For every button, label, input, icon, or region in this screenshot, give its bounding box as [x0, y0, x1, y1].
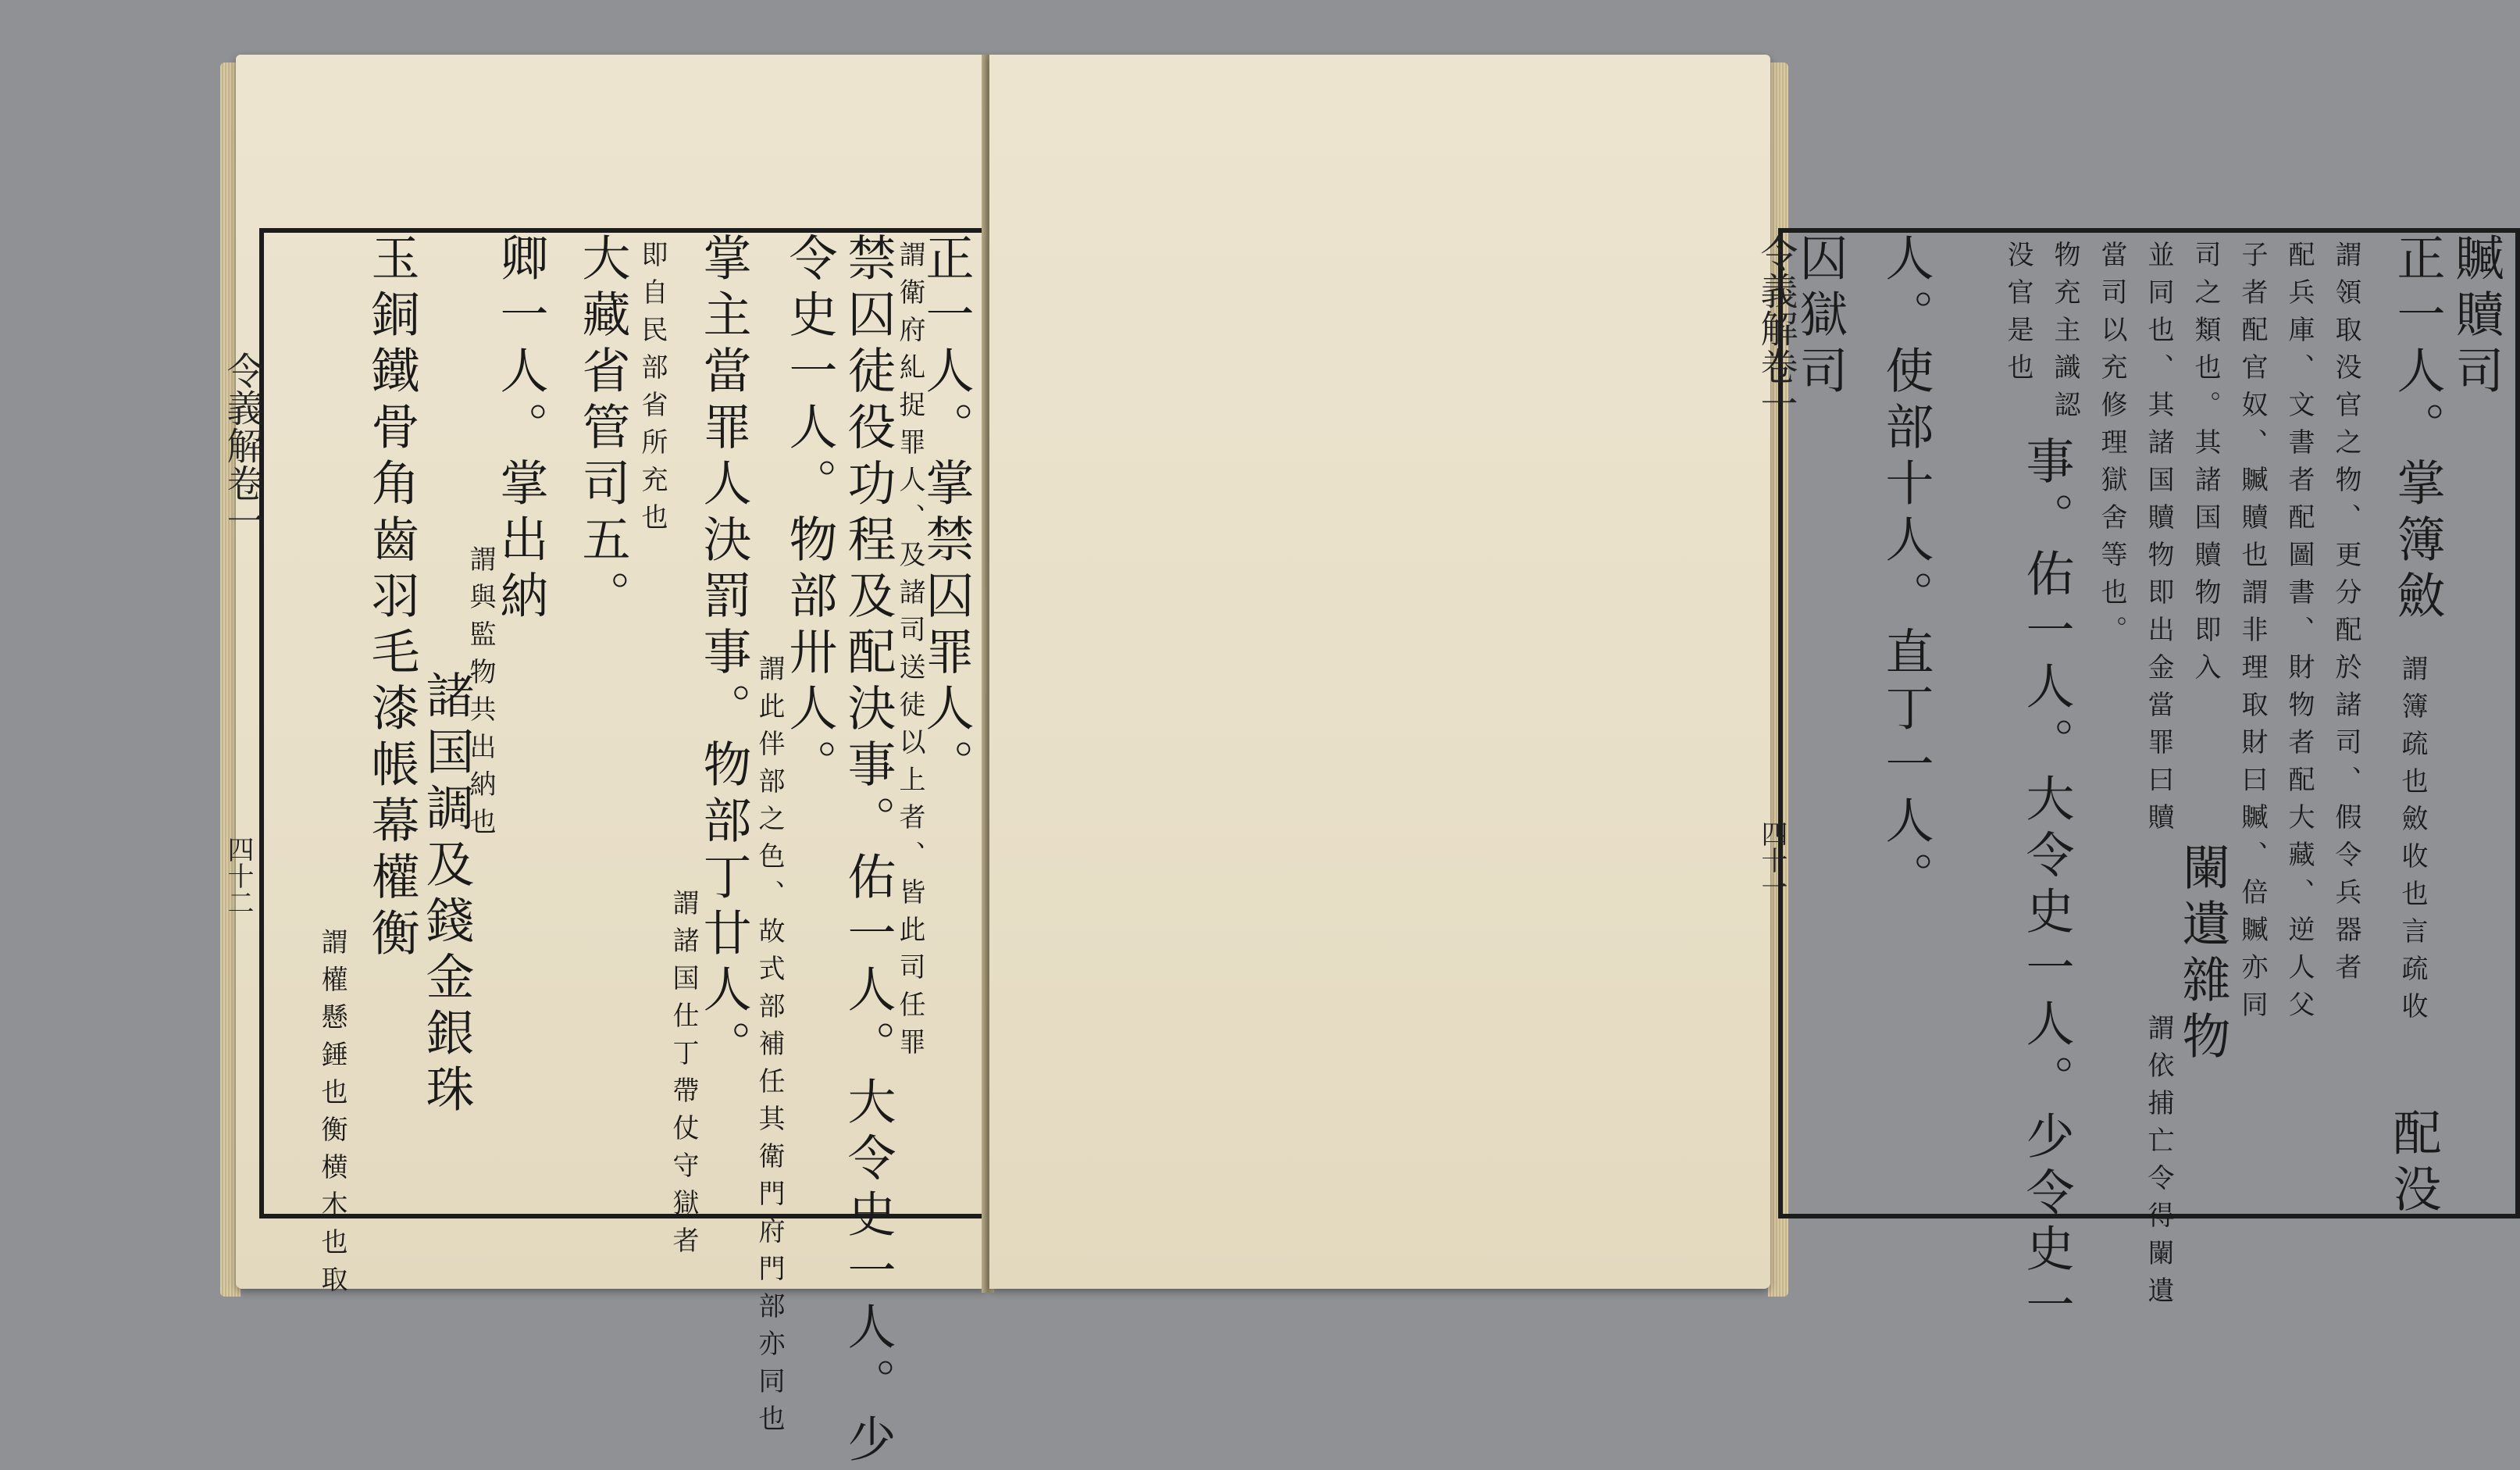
annotation-column: 謂與監物共出納也	[465, 545, 496, 845]
right-margin-page-number: 四十一	[1756, 820, 1788, 900]
text-column: 玉銅鐵骨角齒羽毛漆帳幕權衡	[363, 233, 420, 964]
annotation-column: 司之類也。其諸国贖物即入	[2190, 241, 2221, 690]
left-page-frame	[259, 228, 990, 1470]
annotation-column: 謂領取没官之物、更分配於諸司、假令兵器者	[2330, 241, 2361, 990]
annotation-column: 謂權懸錘也衡横木也取	[316, 928, 348, 1303]
text-column: 配没	[2385, 1108, 2442, 1220]
right-margin-title: 令義解卷一	[1754, 234, 1798, 422]
text-column: 禁囚徒役功程及配決事。佑一人。大令史一人。少	[839, 233, 896, 1470]
annotation-column: 當司以充修理獄舍等也。	[2096, 241, 2127, 653]
annotation-column: 物充主識認	[2049, 241, 2080, 428]
annotation-column: 謂此伴部之色、故式部補任其衛門府門部亦同也	[754, 655, 785, 1442]
open-book	[220, 55, 2504, 1470]
left-margin-title: 令義解卷一	[220, 351, 264, 539]
right-page-frame	[1778, 228, 2520, 1336]
text-column: 正一人。掌簿斂	[2389, 233, 2446, 626]
text-column: 令史一人。物部卅人。	[781, 233, 838, 795]
annotation-column: 謂諸国仕丁帶仗守獄者	[668, 889, 699, 1264]
annotation-column: 子者配官奴、贓贖也謂非理取財曰贓、倍贓亦同	[2237, 241, 2268, 1028]
annotation-column: 謂衛府糺捉罪人、及諸司送徒以上者、皆此司任罪	[894, 241, 925, 1065]
annotation-column: 配兵庫、文書者配圖書、財物者配大藏、逆人父	[2283, 241, 2315, 1028]
annotation-column: 即自民部省所充也	[636, 241, 668, 541]
text-column: 大藏省管司五。	[574, 233, 631, 626]
text-column: 正一人。掌禁囚罪人。	[918, 233, 975, 795]
left-page	[236, 55, 986, 1470]
annotation-column: 謂簿疏也斂收也言疏收	[2397, 655, 2428, 1029]
text-column: 人。使部十人。直丁一人。	[1877, 233, 1934, 908]
annotation-column: 謂依捕亡令得闌遺	[2143, 1014, 2174, 1314]
text-column: 諸国調及錢金銀珠	[418, 670, 475, 1120]
section-heading: 贓贖司	[2447, 233, 2504, 401]
text-column: 卿一人。掌出納	[492, 233, 549, 626]
annotation-column: 並同也、其諸国贖物即出金當罪曰贖	[2143, 241, 2174, 840]
text-column: 闌遺雜物	[2174, 842, 2231, 1067]
section-heading: 囚獄司	[1791, 233, 1848, 401]
text-column: 掌主當罪人決罰事。物部丁廿人。	[695, 233, 752, 1076]
left-margin-page-number: 四十二	[223, 836, 254, 915]
text-column: 事。佑一人。大令史一人。少令史一	[2018, 436, 2075, 1336]
annotation-column: 没官是也	[2002, 241, 2033, 391]
